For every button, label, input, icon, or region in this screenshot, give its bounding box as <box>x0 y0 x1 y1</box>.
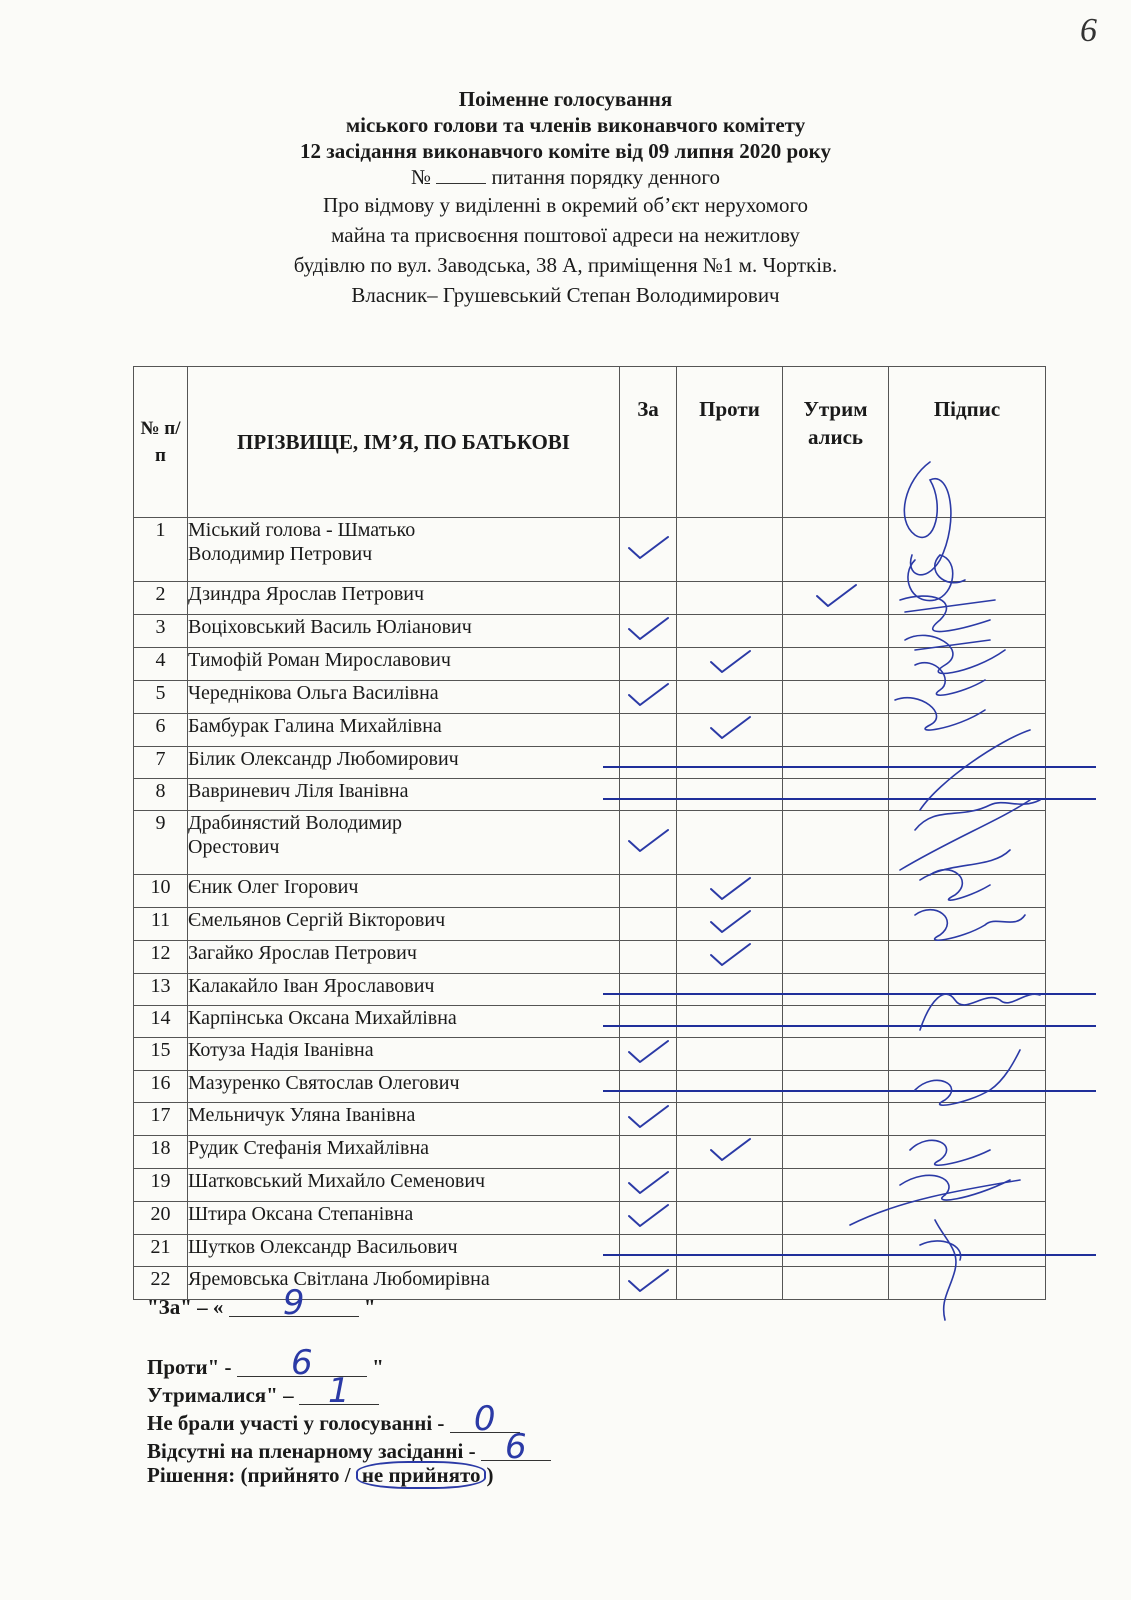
member-name-line1: Єник Олег Ігорович <box>188 876 359 898</box>
member-name <box>188 1006 620 1038</box>
vote-abstained-cell <box>783 747 889 779</box>
member-name <box>188 779 620 811</box>
member-name <box>188 648 620 681</box>
row-number: 12 <box>134 941 188 974</box>
member-name-line1: Драбинястий Володимир <box>188 812 403 834</box>
member-name-line1: Карпінська Оксана Михайлівна <box>188 1007 457 1029</box>
member-name <box>188 1038 620 1071</box>
row-number: 22 <box>134 1267 188 1300</box>
vote-for-cell <box>620 1202 677 1235</box>
table-row <box>134 1235 1046 1267</box>
vote-abstained-cell <box>783 875 889 908</box>
signature-cell <box>889 908 1046 941</box>
signature-cell <box>889 1202 1046 1235</box>
summary-decision <box>147 1462 493 1488</box>
vote-for-cell <box>620 1006 677 1038</box>
member-name-line1: Ємельянов Сергій Вікторович <box>188 909 446 931</box>
signature-cell <box>889 681 1046 714</box>
row-number: 21 <box>134 1235 188 1267</box>
summary-against-label: Проти" - <box>147 1355 232 1379</box>
member-name-line1: Дзиндра Ярослав Петрович <box>188 583 425 605</box>
vote-check <box>626 1103 670 1129</box>
vote-abstained-cell <box>783 1267 889 1300</box>
page-number: 6 <box>1080 12 1097 49</box>
member-name <box>188 941 620 974</box>
vote-for-cell <box>620 1136 677 1169</box>
vote-against-cell <box>677 615 783 648</box>
summary-against-value: 6 <box>237 1350 367 1377</box>
member-name <box>188 875 620 908</box>
member-name-line1: Рудик Стефанія Михайлівна <box>188 1137 430 1159</box>
member-name-line1: Мазуренко Святослав Олегович <box>188 1072 460 1094</box>
vote-for-cell <box>620 1103 677 1136</box>
check-mark-icon <box>708 941 752 967</box>
vote-check <box>626 615 670 641</box>
owner-line: Власник– Грушевський Степан Володимирович <box>351 283 780 307</box>
col-header-abstained: Утрим ались <box>783 367 889 518</box>
row-number: 17 <box>134 1103 188 1136</box>
member-name <box>188 1071 620 1103</box>
summary-against-close: " <box>372 1355 384 1379</box>
absence-strike-line <box>603 993 1096 995</box>
doc-subtitle: міського голови та членів виконавчого комітету <box>345 113 806 137</box>
vote-abstained-cell <box>783 681 889 714</box>
vote-for-cell <box>620 681 677 714</box>
check-mark-icon <box>626 1038 670 1064</box>
vote-for-cell <box>620 1267 677 1300</box>
row-number: 15 <box>134 1038 188 1071</box>
vote-for-cell <box>620 908 677 941</box>
table-row <box>134 1038 1046 1071</box>
member-name-line1: Міський голова - Шматько <box>188 519 416 541</box>
member-name <box>188 681 620 714</box>
vote-against-cell <box>677 1267 783 1300</box>
row-number: 7 <box>134 747 188 779</box>
vote-abstained-cell <box>783 779 889 811</box>
vote-against-cell <box>677 681 783 714</box>
summary-not-voting <box>147 1399 520 1439</box>
member-name-line1: Череднікова Ольга Василівна <box>188 682 439 704</box>
summary-for-close: " <box>363 1295 376 1319</box>
summary-not-voting-label: Не брали участі у голосуванні - <box>147 1411 445 1435</box>
row-number: 1 <box>134 518 188 582</box>
vote-for-cell <box>620 779 677 811</box>
vote-against-cell <box>677 518 783 582</box>
table-row <box>134 615 1046 648</box>
vote-for-cell <box>620 518 677 582</box>
row-number: 3 <box>134 615 188 648</box>
check-mark-icon <box>708 1136 752 1162</box>
vote-abstained-cell <box>783 908 889 941</box>
check-mark-icon <box>626 1103 670 1129</box>
vote-check <box>626 1202 670 1228</box>
check-mark-icon <box>626 1267 670 1293</box>
table-row <box>134 681 1046 714</box>
vote-against-cell <box>677 941 783 974</box>
col-header-signature: Підпис <box>889 367 1046 518</box>
vote-for-cell <box>620 875 677 908</box>
signature-cell <box>889 1103 1046 1136</box>
member-name <box>188 714 620 747</box>
subject-line: Про відмову у виділенні в окремий об’єкт нерухомого <box>322 193 809 217</box>
signature-cell <box>889 582 1046 615</box>
vote-check <box>708 648 752 674</box>
member-name-line1: Загайко Ярослав Петрович <box>188 942 417 964</box>
summary-for <box>147 1283 376 1323</box>
row-number: 20 <box>134 1202 188 1235</box>
vote-check <box>708 1136 752 1162</box>
check-mark-icon <box>708 714 752 740</box>
vote-check <box>708 941 752 967</box>
table-row <box>134 1202 1046 1235</box>
member-name <box>188 811 620 875</box>
agenda-line <box>0 164 1131 190</box>
row-number: 19 <box>134 1169 188 1202</box>
signature-cell <box>889 615 1046 648</box>
vote-check <box>626 827 670 853</box>
member-name-line2: Володимир Петрович <box>188 543 373 565</box>
table-row <box>134 941 1046 974</box>
vote-abstained-cell <box>783 1071 889 1103</box>
row-number: 9 <box>134 811 188 875</box>
check-mark-icon <box>626 1202 670 1228</box>
vote-abstained-cell <box>783 1235 889 1267</box>
document-header <box>0 86 1131 310</box>
vote-for-cell <box>620 1038 677 1071</box>
member-name <box>188 1235 620 1267</box>
vote-abstained-cell <box>783 811 889 875</box>
check-mark-icon <box>626 681 670 707</box>
vote-against-cell <box>677 747 783 779</box>
vote-for-cell <box>620 582 677 615</box>
check-mark-icon <box>814 582 858 608</box>
table-row <box>134 779 1046 811</box>
check-mark-icon <box>626 534 670 560</box>
vote-check <box>814 582 858 608</box>
table-row <box>134 648 1046 681</box>
vote-abstained-cell <box>783 518 889 582</box>
table-row <box>134 518 1046 582</box>
vote-against-cell <box>677 1235 783 1267</box>
vote-check <box>626 1267 670 1293</box>
row-number: 6 <box>134 714 188 747</box>
absence-strike-line <box>603 798 1096 800</box>
vote-abstained-cell <box>783 648 889 681</box>
vote-for-cell <box>620 811 677 875</box>
vote-against-cell <box>677 1103 783 1136</box>
vote-against-cell <box>677 1006 783 1038</box>
agenda-blank <box>436 167 486 184</box>
vote-against-cell <box>677 648 783 681</box>
vote-for-cell <box>620 747 677 779</box>
signature-cell <box>889 747 1046 779</box>
row-number: 2 <box>134 582 188 615</box>
summary-not-voting-value: 0 <box>450 1406 520 1433</box>
signature-cell <box>889 941 1046 974</box>
signature-cell <box>889 1038 1046 1071</box>
signature-cell <box>889 875 1046 908</box>
row-number: 8 <box>134 779 188 811</box>
table-row <box>134 582 1046 615</box>
vote-for-cell <box>620 1235 677 1267</box>
vote-abstained-cell <box>783 1169 889 1202</box>
col-header-name: ПРІЗВИЩЕ, ІМ’Я, ПО БАТЬКОВІ <box>188 367 620 518</box>
col-header-against: Проти <box>677 367 783 518</box>
signature-cell <box>889 811 1046 875</box>
vote-abstained-cell <box>783 1136 889 1169</box>
summary-abstained-label: Утрималися" – <box>147 1383 294 1407</box>
member-name-line1: Калакайло Іван Ярославович <box>188 975 435 997</box>
vote-check <box>626 681 670 707</box>
member-name-line1: Яремовська Світлана Любомирівна <box>188 1268 490 1290</box>
member-name <box>188 747 620 779</box>
table-row <box>134 875 1046 908</box>
absence-strike-line <box>603 1025 1096 1027</box>
table-row <box>134 1006 1046 1038</box>
vote-for-cell <box>620 941 677 974</box>
vote-table-body <box>134 518 1046 1300</box>
vote-against-cell <box>677 582 783 615</box>
vote-against-cell <box>677 1071 783 1103</box>
signature-cell <box>889 974 1046 1006</box>
summary-abstained <box>147 1371 379 1411</box>
signature-cell <box>889 779 1046 811</box>
check-mark-icon <box>708 908 752 934</box>
member-name <box>188 615 620 648</box>
member-name <box>188 582 620 615</box>
vote-check <box>708 908 752 934</box>
summary-for-label: "За" – « <box>147 1295 224 1319</box>
vote-against-cell <box>677 875 783 908</box>
vote-against-cell <box>677 974 783 1006</box>
summary-decision-label: Рішення: (прийнято / <box>147 1463 351 1487</box>
signature-cell <box>889 518 1046 582</box>
vote-against-cell <box>677 1038 783 1071</box>
agenda-prefix: № <box>411 165 432 189</box>
member-name <box>188 1202 620 1235</box>
vote-abstained-cell <box>783 1103 889 1136</box>
member-name-line1: Котуза Надія Іванівна <box>188 1039 374 1061</box>
member-name <box>188 1169 620 1202</box>
summary-decision-close: ) <box>486 1463 494 1487</box>
signature-cell <box>889 1235 1046 1267</box>
vote-abstained-cell <box>783 974 889 1006</box>
vote-against-cell <box>677 1136 783 1169</box>
row-number: 4 <box>134 648 188 681</box>
absence-strike-line <box>603 1254 1096 1256</box>
vote-against-cell <box>677 811 783 875</box>
vote-for-cell <box>620 615 677 648</box>
vote-check <box>626 1038 670 1064</box>
vote-check <box>708 714 752 740</box>
member-name-line1: Шутков Олександр Васильович <box>188 1236 458 1258</box>
vote-against-cell <box>677 779 783 811</box>
subject-line: майна та присвоєння поштової адреси на нежитлову <box>331 223 800 247</box>
row-number: 10 <box>134 875 188 908</box>
member-name-line1: Шатковський Михайло Семенович <box>188 1170 486 1192</box>
member-name-line1: Бамбурак Галина Михайлівна <box>188 715 442 737</box>
table-row <box>134 1169 1046 1202</box>
summary-absent-value: 6 <box>481 1434 551 1461</box>
signature-cell <box>889 1136 1046 1169</box>
vote-check <box>626 1169 670 1195</box>
vote-abstained-cell <box>783 582 889 615</box>
table-row <box>134 1136 1046 1169</box>
vote-abstained-cell <box>783 941 889 974</box>
subject-line: будівлю по вул. Заводська, 38 А, приміщення №1 м. Чортків. <box>293 253 838 277</box>
member-name <box>188 1103 620 1136</box>
signature-cell <box>889 648 1046 681</box>
check-mark-icon <box>708 875 752 901</box>
table-row <box>134 1103 1046 1136</box>
vote-for-cell <box>620 1169 677 1202</box>
row-number: 16 <box>134 1071 188 1103</box>
col-header-num: № п/ п <box>134 367 188 518</box>
vote-abstained-cell <box>783 1006 889 1038</box>
table-row <box>134 811 1046 875</box>
signature-cell <box>889 1169 1046 1202</box>
signature-cell <box>889 1071 1046 1103</box>
agenda-suffix: питання порядку денного <box>491 165 720 189</box>
member-name <box>188 518 620 582</box>
member-name-line1: Вавриневич Ліля Іванівна <box>188 780 409 802</box>
summary-decision-value: не прийнято <box>356 1461 487 1489</box>
row-number: 13 <box>134 974 188 1006</box>
table-row <box>134 714 1046 747</box>
vote-against-cell <box>677 1169 783 1202</box>
vote-against-cell <box>677 714 783 747</box>
vote-table <box>133 366 1046 1300</box>
signature-cell <box>889 1267 1046 1300</box>
summary-abstained-value: 1 <box>299 1378 379 1405</box>
doc-title: Поіменне голосування <box>458 87 673 111</box>
check-mark-icon <box>708 648 752 674</box>
table-row <box>134 908 1046 941</box>
vote-against-cell <box>677 908 783 941</box>
member-name-line1: Штира Оксана Степанівна <box>188 1203 414 1225</box>
vote-for-cell <box>620 974 677 1006</box>
row-number: 14 <box>134 1006 188 1038</box>
member-name <box>188 1136 620 1169</box>
member-name <box>188 974 620 1006</box>
vote-abstained-cell <box>783 1202 889 1235</box>
summary-absent <box>147 1427 551 1467</box>
row-number: 11 <box>134 908 188 941</box>
member-name-line2: Орестович <box>188 836 280 858</box>
vote-against-cell <box>677 1202 783 1235</box>
absence-strike-line <box>603 1090 1096 1092</box>
vote-for-cell <box>620 714 677 747</box>
vote-check <box>708 875 752 901</box>
check-mark-icon <box>626 615 670 641</box>
table-row <box>134 1071 1046 1103</box>
table-row <box>134 974 1046 1006</box>
check-mark-icon <box>626 1169 670 1195</box>
vote-abstained-cell <box>783 1038 889 1071</box>
vote-abstained-cell <box>783 615 889 648</box>
member-name-line1: Воціховський Василь Юліанович <box>188 616 472 638</box>
summary-for-value: 9 <box>229 1290 359 1317</box>
vote-for-cell <box>620 1071 677 1103</box>
vote-check <box>626 534 670 560</box>
col-header-for: За <box>620 367 677 518</box>
signature-cell <box>889 1006 1046 1038</box>
meeting-info: 12 засідання виконавчого коміте від 09 липня 2020 року <box>300 139 831 163</box>
check-mark-icon <box>626 827 670 853</box>
table-row <box>134 747 1046 779</box>
vote-for-cell <box>620 648 677 681</box>
row-number: 5 <box>134 681 188 714</box>
vote-abstained-cell <box>783 714 889 747</box>
summary-absent-label: Відсутні на пленарному засіданні - <box>147 1439 476 1463</box>
member-name-line1: Білик Олександр Любомирович <box>188 748 459 770</box>
signature-cell <box>889 714 1046 747</box>
member-name <box>188 908 620 941</box>
header-row <box>134 367 1046 518</box>
member-name-line1: Мельничук Уляна Іванівна <box>188 1104 416 1126</box>
row-number: 18 <box>134 1136 188 1169</box>
member-name-line1: Тимофій Роман Мирославович <box>188 649 451 671</box>
absence-strike-line <box>603 766 1096 768</box>
